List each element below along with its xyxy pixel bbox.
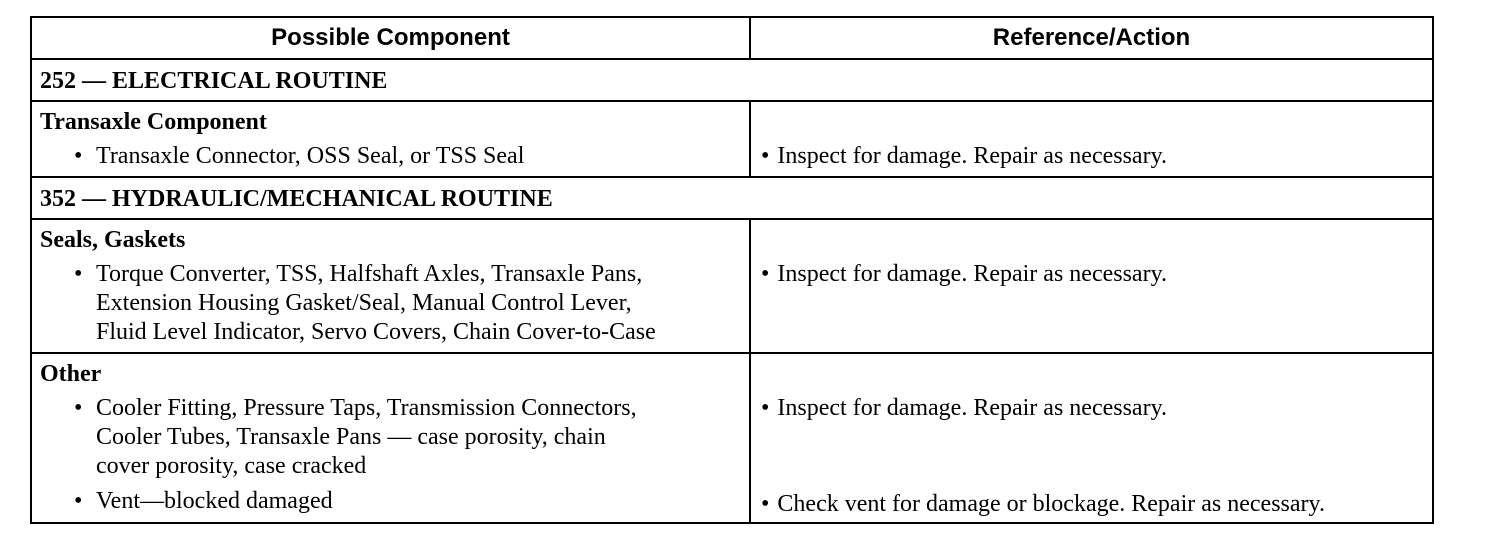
group-row-transaxle-component (32, 100, 1432, 176)
header-row (32, 18, 1432, 58)
action-text: Inspect for damage. Repair as necessary. (777, 261, 1168, 287)
bullet-icon: • (761, 491, 770, 517)
group-row-other (32, 352, 1432, 522)
section-row-352 (32, 176, 1432, 218)
action-item (761, 394, 1167, 423)
action-item (761, 490, 1325, 519)
column-header-reference-action: Reference/Action (992, 24, 1191, 51)
action-text: Inspect for damage. Repair as necessary. (777, 143, 1168, 169)
column-header-possible-component: Possible Component (32, 18, 751, 58)
item-line: cover porosity, case cracked (96, 453, 367, 479)
section-title: 252 — ELECTRICAL ROUTINE (40, 68, 388, 94)
item-line: Transaxle Connector, OSS Seal, or TSS Seal (96, 143, 525, 169)
group-title: Other (40, 361, 102, 387)
bullet-icon: • (74, 395, 83, 421)
diagnostic-table (30, 16, 1434, 524)
action-text: Inspect for damage. Repair as necessary. (777, 395, 1168, 421)
action-cell (751, 354, 1432, 522)
group-title: Transaxle Component (40, 109, 267, 135)
item-line: Extension Housing Gasket/Seal, Manual Control Lever, (96, 290, 632, 316)
bullet-icon: • (74, 488, 83, 514)
component-item (40, 394, 741, 481)
bullet-icon: • (761, 261, 770, 287)
component-cell (32, 220, 751, 352)
bullet-icon: • (74, 261, 83, 287)
action-cell (751, 102, 1432, 176)
component-cell (32, 354, 751, 522)
item-line: Cooler Tubes, Transaxle Pans — case porosity, chain (96, 424, 606, 450)
component-item (40, 142, 741, 171)
group-row-seals-gaskets (32, 218, 1432, 352)
section-title: 352 — HYDRAULIC/MECHANICAL ROUTINE (40, 186, 553, 212)
bullet-icon: • (74, 143, 83, 169)
action-cell (751, 220, 1432, 352)
component-item (40, 260, 741, 347)
component-item (40, 487, 741, 516)
item-line: Torque Converter, TSS, Halfshaft Axles, Transaxle Pans, (96, 261, 643, 287)
group-title: Seals, Gaskets (40, 227, 186, 253)
bullet-icon: • (761, 395, 770, 421)
section-row-252 (32, 58, 1432, 100)
item-line: Cooler Fitting, Pressure Taps, Transmission Connectors, (96, 395, 637, 421)
action-item (761, 260, 1167, 289)
item-line: Vent—blocked damaged (96, 488, 333, 514)
bullet-icon: • (761, 143, 770, 169)
item-line: Fluid Level Indicator, Servo Covers, Chain Cover-to-Case (96, 319, 656, 345)
component-cell (32, 102, 751, 176)
action-text: Check vent for damage or blockage. Repair as necessary. (777, 491, 1325, 517)
action-item (761, 142, 1167, 171)
